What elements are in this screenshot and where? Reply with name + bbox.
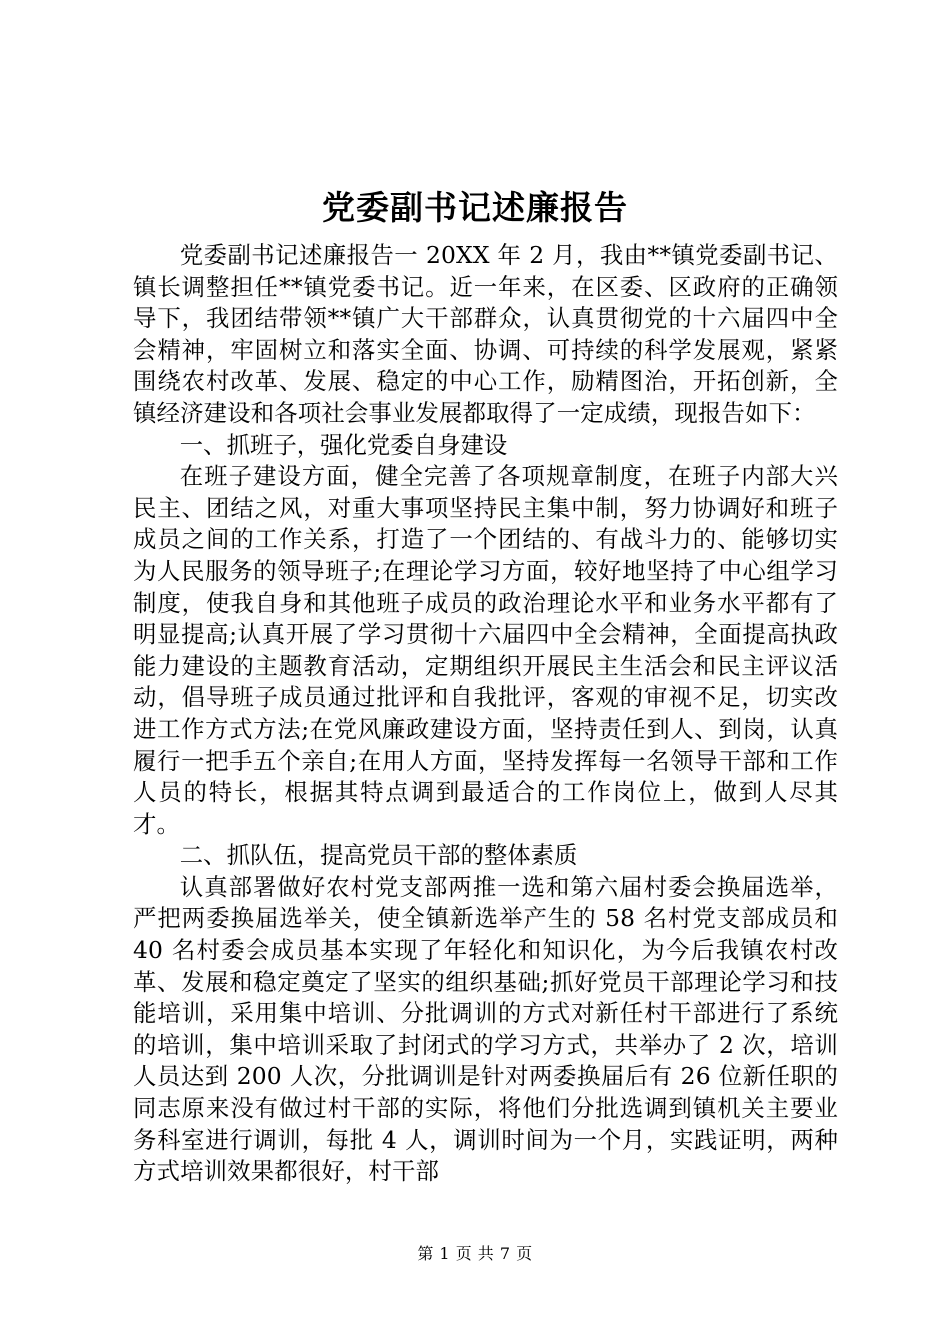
paragraph-intro: 党委副书记述廉报告一 20XX 年 2 月，我由**镇党委副书记、镇长调整担任**镇党委书记。近一年来，在区委、区政府的正确领导下，我团结带领**镇广大干部群众，认真贯彻党的十六届四中全会精神，牢固树立和落实全面、协调、可持续的科学发展观，紧紧围绕农村改革、发展、稳定的中心工作，励精图治，开拓创新，全镇经济建设和各项社会事业发展都取得了一定成绩，现报告如下： — [133, 241, 838, 427]
document-body — [133, 240, 838, 1188]
paragraph-section-2: 认真部署做好农村党支部两推一选和第六届村委会换届选举，严把两委换届选举关，使全镇新选举产生的 58 名村党支部成员和 40 名村委会成员基本实现了年轻化和知识化，为今后我镇农村改革、发展和稳定奠定了坚实的组织基础;抓好党员干部理论学习和技能培训，采用集中培训、分批调训的方式对新任村干部进行了系统的培训，集中培训采取了封闭式的学习方式，共举办了 2 次，培训人员达到 200 人次，分批调训是针对两委换届后有 26 位新任职的同志原来没有做过村干部的实际，将他们分批选调到镇机关主要业务科室进行调训，每批 4 人，调训时间为一个月，实践证明，两种方式培训效果都很好，村干部 — [133, 872, 838, 1186]
paragraph-section-1: 在班子建设方面，健全完善了各项规章制度，在班子内部大兴民主、团结之风，对重大事项坚持民主集中制，努力协调好和班子成员之间的工作关系，打造了一个团结的、有战斗力的、能够切实为人民服务的领导班子;在理论学习方面，较好地坚持了中心组学习制度，使我自身和其他班子成员的政治理论水平和业务水平都有了明显提高;认真开展了学习贯彻十六届四中全会精神，全面提高执政能力建设的主题教育活动，定期组织开展民主生活会和民主评议活动，倡导班子成员通过批评和自我批评，客观的审视不足，切实改进工作方式方法;在党风廉政建设方面，坚持责任到人、到岗，认真履行一把手五个亲自;在用人方面，坚持发挥每一名领导干部和工作人员的特长，根据其特点调到最适合的工作岗位上，做到人尽其才。 — [133, 462, 838, 838]
document-title: 党委副书记述廉报告 — [322, 188, 628, 227]
page-number-footer: 第 1 页 共 7 页 — [417, 1244, 533, 1263]
section-heading-2: 二、抓队伍，提高党员干部的整体素质 — [179, 841, 578, 870]
section-heading-1: 一、抓班子，强化党委自身建设 — [179, 430, 508, 459]
